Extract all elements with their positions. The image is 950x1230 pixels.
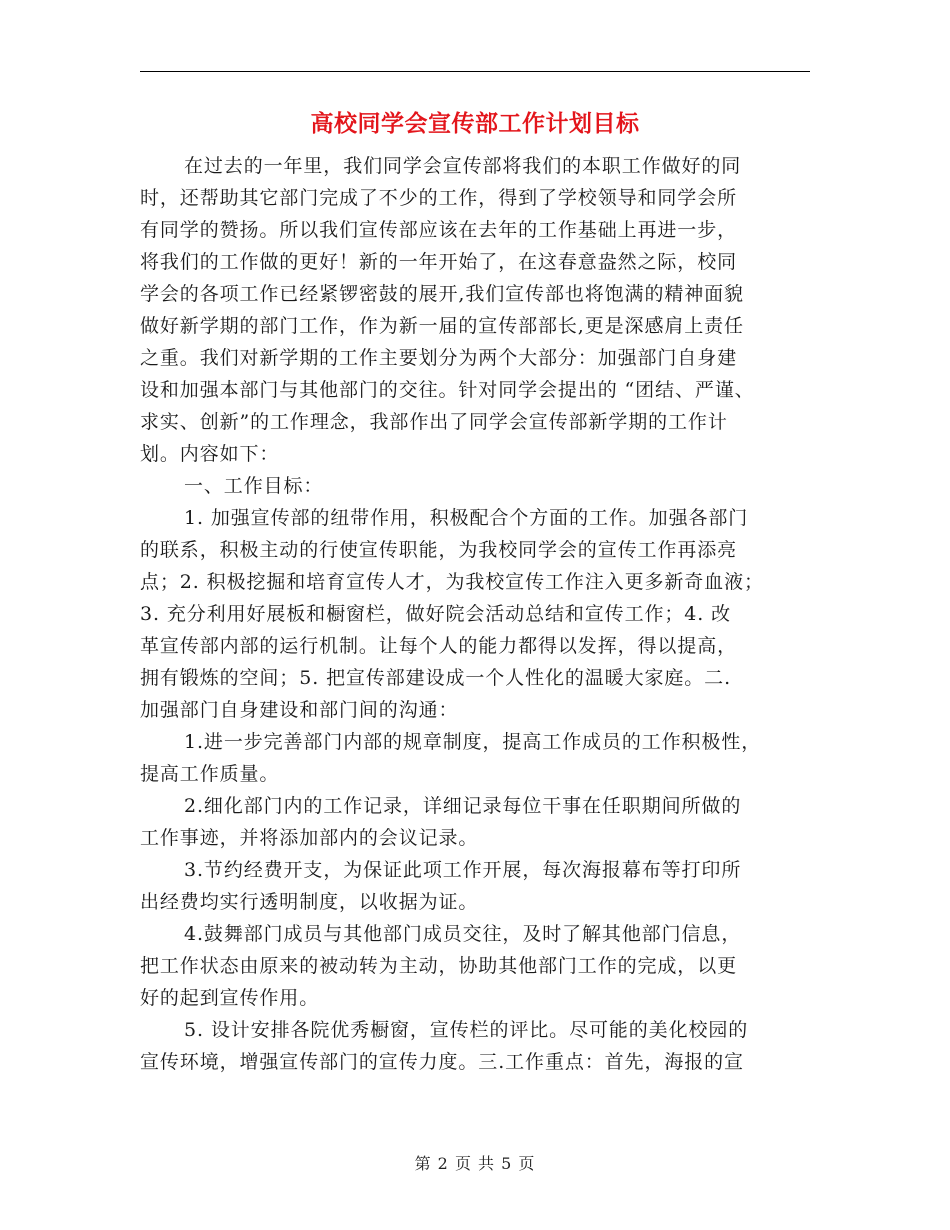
header-rule bbox=[140, 71, 810, 72]
paragraph-line: 设和加强本部门与其他部门的交往。针对同学会提出的 “团结、严谨、 bbox=[140, 379, 755, 401]
paragraph-line: 把工作状态由原来的被动转为主动，协助其他部门工作的完成，以更 bbox=[140, 955, 738, 977]
paragraph-line: 2.细化部门内的工作记录，详细记录每位干事在任职期间所做的 bbox=[184, 795, 742, 817]
paragraph-line: 5. 设计安排各院优秀橱窗，宣传栏的评比。尽可能的美化校园的 bbox=[184, 1019, 749, 1041]
paragraph-line: 划。内容如下： bbox=[140, 443, 280, 465]
paragraph-line: 求实、创新”的工作理念，我部作出了同学会宣传部新学期的工作计 bbox=[140, 411, 728, 433]
paragraph-line: 好的起到宣传作用。 bbox=[140, 987, 320, 1009]
paragraph-line: 学会的各项工作已经紧锣密鼓的展开,我们宣传部也将饱满的精神面貌 bbox=[140, 283, 744, 305]
paragraph-line: 1.进一步完善部门内部的规章制度，提高工作成员的工作积极性， bbox=[184, 731, 762, 753]
paragraph-line: 出经费均实行透明制度，以收据为证。 bbox=[140, 891, 479, 913]
paragraph-line: 3.节约经费开支，为保证此项工作开展，每次海报幕布等打印所 bbox=[184, 859, 742, 881]
page-number: 第 2 页 共 5 页 bbox=[414, 1154, 536, 1173]
paragraph-line: 革宣传部内部的运行机制。让每个人的能力都得以发挥，得以提高， bbox=[140, 635, 738, 657]
paragraph-line: 时，还帮助其它部门完成了不少的工作，得到了学校领导和同学会所 bbox=[140, 187, 738, 209]
paragraph-line: 加强部门自身建设和部门间的沟通： bbox=[140, 699, 459, 721]
paragraph-line: 提高工作质量。 bbox=[140, 763, 280, 785]
paragraph-line: 点；2. 积极挖掘和培育宣传人才，为我校宣传工作注入更多新奇血液； bbox=[140, 571, 764, 593]
document-body bbox=[140, 150, 812, 1078]
paragraph-line: 做好新学期的部门工作，作为新一届的宣传部部长,更是深感肩上责任 bbox=[140, 315, 744, 337]
paragraph-line: 宣传环境，增强宣传部门的宣传力度。三.工作重点：首先，海报的宣 bbox=[140, 1051, 744, 1073]
paragraph-line: 的联系，积极主动的行使宣传职能，为我校同学会的宣传工作再添亮 bbox=[140, 539, 738, 561]
paragraph-line: 工作事迹，并将添加部内的会议记录。 bbox=[140, 827, 479, 849]
paragraph-line: 一、工作目标： bbox=[184, 475, 324, 497]
paragraph-line: 拥有锻炼的空间；5. 把宣传部建设成一个人性化的温暖大家庭。二. bbox=[140, 667, 732, 689]
document-title: 高校同学会宣传部工作计划目标 bbox=[310, 111, 640, 137]
paragraph-line: 之重。我们对新学期的工作主要划分为两个大部分：加强部门自身建 bbox=[140, 347, 738, 369]
paragraph-line: 3. 充分利用好展板和橱窗栏，做好院会活动总结和宣传工作；4. 改 bbox=[140, 603, 732, 625]
paragraph-line: 在过去的一年里，我们同学会宣传部将我们的本职工作做好的同 bbox=[184, 155, 742, 177]
paragraph-line: 将我们的工作做的更好！新的一年开始了，在这春意盎然之际，校同 bbox=[140, 251, 738, 273]
paragraph-line: 有同学的赞扬。所以我们宣传部应该在去年的工作基础上再进一步， bbox=[140, 219, 738, 241]
paragraph-line: 4.鼓舞部门成员与其他部门成员交往，及时了解其他部门信息， bbox=[184, 923, 742, 945]
paragraph-line: 1. 加强宣传部的纽带作用，积极配合个方面的工作。加强各部门 bbox=[184, 507, 749, 529]
